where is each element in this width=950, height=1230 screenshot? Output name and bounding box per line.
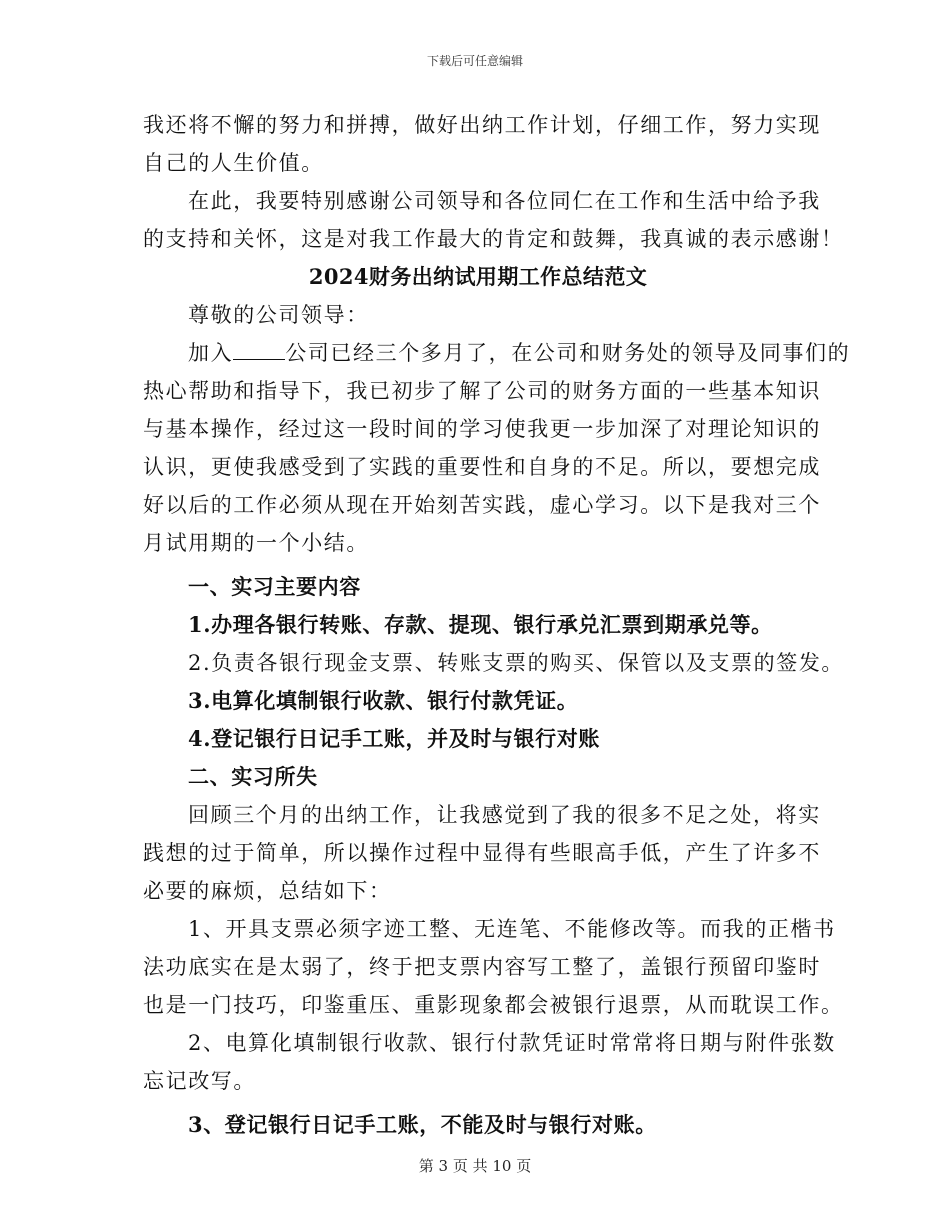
list-item: 2.负责各银行现金支票、转账支票的购买、保管以及支票的签发。 <box>188 651 845 675</box>
paragraph-line: 忘记改写。 <box>143 1069 256 1093</box>
paragraph-line <box>143 334 851 372</box>
paragraph-line: 好以后的工作必须从现在开始刻苦实践，虚心学习。以下是我对三个 <box>143 493 821 517</box>
paragraph-line: 践想的过于简单，所以操作过程中显得有些眼高手低，产生了许多不 <box>143 841 821 865</box>
paragraph-line: 认识，更使我感受到了实践的重要性和自身的不足。所以，要想完成 <box>143 455 821 479</box>
paragraph-line: 必要的麻烦，总结如下： <box>143 879 392 903</box>
section-heading: 二、实习所失 <box>188 764 318 789</box>
page-header: 下载后可任意编辑 <box>426 54 523 68</box>
document-body <box>143 106 851 1144</box>
paragraph-line: 热心帮助和指导下，我已初步了解了公司的财务方面的一些基本知识 <box>143 379 821 403</box>
paragraph-line: 月试用期的一个小结。 <box>143 531 369 555</box>
paragraph-line: 的支持和关怀，这是对我工作最大的肯定和鼓舞，我真诚的表示感谢！ <box>143 227 844 251</box>
paragraph-text: 加入 <box>188 341 234 365</box>
paragraph-line: 3、登记银行日记手工账，不能及时与银行对账。 <box>188 1112 657 1137</box>
section-heading: 一、实习主要内容 <box>188 574 361 599</box>
list-item: 1.办理各银行转账、存款、提现、银行承兑汇票到期承兑等。 <box>188 612 773 637</box>
paragraph-line: 回顾三个月的出纳工作，让我感觉到了我的很多不足之处，将实 <box>188 803 821 827</box>
blank-underline <box>233 337 285 360</box>
paragraph-line: 2、电算化填制银行收款、银行付款凭证时常常将日期与附件张数 <box>188 1031 836 1055</box>
paragraph-line: 在此，我要特别感谢公司领导和各位同仁在工作和生活中给予我 <box>188 189 821 213</box>
list-item: 3.电算化填制银行收款、银行付款凭证。 <box>188 688 579 713</box>
paragraph-line: 1、开具支票必须字迹工整、无连笔、不能修改等。而我的正楷书 <box>188 917 836 941</box>
document-title: 2024财务出纳试用期工作总结范文 <box>308 264 648 289</box>
paragraph-line: 自己的人生价值。 <box>143 151 324 175</box>
paragraph-line: 法功底实在是太弱了，终于把支票内容写工整了，盖银行预留印鉴时 <box>143 955 821 979</box>
paragraph-line: 与基本操作，经过这一段时间的学习使我更一步加深了对理论知识的 <box>143 417 821 441</box>
list-item: 4.登记银行日记手工账，并及时与银行对账 <box>188 726 600 751</box>
paragraph-line: 我还将不懈的努力和拼搏，做好出纳工作计划，仔细工作，努力实现 <box>143 113 821 137</box>
paragraph-text: 公司已经三个多月了，在公司和财务处的领导及同事们的 <box>285 341 851 365</box>
greeting: 尊敬的公司领导： <box>188 303 369 327</box>
page-footer: 第 3 页 共 10 页 <box>418 1157 532 1175</box>
paragraph-line: 也是一门技巧，印鉴重压、重影现象都会被银行退票，从而耽误工作。 <box>143 993 844 1017</box>
